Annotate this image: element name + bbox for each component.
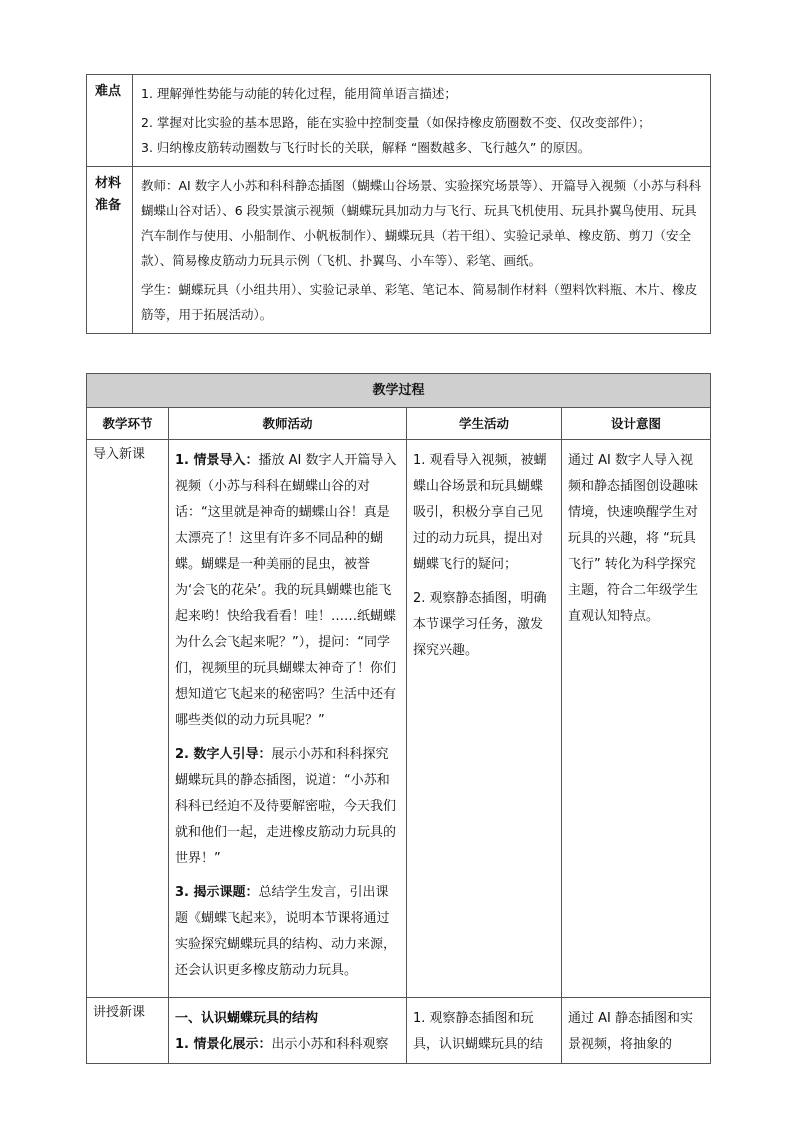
difficulty-content (133, 75, 711, 167)
student-activity-cell (407, 440, 562, 998)
difficulty-item: 3. 归纳橡皮筋转动圈数与飞行时长的关联，解释 “圈数越多、飞行越久” 的原因。 (141, 140, 591, 155)
teacher-activity-paragraph (175, 880, 400, 984)
header-student: 学生活动 (407, 408, 562, 440)
activity-text: 出示小苏和科科观察 (271, 1037, 389, 1052)
student-activity-cell (407, 998, 562, 1064)
activity-title: 1. 情景导入： (175, 453, 259, 468)
activity-text: 总结学生发言，引出课题《蝴蝶飞起来》，说明本节课将通过实验探究蝴蝶玩具的结构、动力来源，还会认识更多橡皮筋动力玩具。 (175, 885, 397, 978)
design-intent-cell (562, 440, 711, 998)
difficulty-label: 难点 (87, 75, 133, 167)
teacher-activity-cell (169, 440, 407, 998)
materials-label (87, 167, 133, 334)
activity-title: 3. 揭示课题： (175, 885, 259, 900)
stage-cell: 导入新课 (87, 440, 169, 998)
teaching-process-table (86, 373, 711, 1064)
teacher-activity-paragraph (175, 448, 400, 734)
header-intent: 设计意图 (562, 408, 711, 440)
difficulty-row (87, 75, 711, 167)
design-intent-text: 通过 AI 数字人导入视频和静态插图创设趣味情境，快速唤醒学生对玩具的兴趣，将 “玩具飞行” 转化为科学探究主题，符合二年级学生直观认知特点。 (568, 453, 699, 624)
header-stage: 教学环节 (87, 408, 169, 440)
section-heading (175, 1006, 400, 1032)
materials-label-line1: 材料 (95, 176, 122, 191)
section-heading-text: 一、认识蝴蝶玩具的结构 (175, 1011, 319, 1026)
stage-cell: 讲授新课 (87, 998, 169, 1064)
teacher-activity-paragraph (175, 742, 400, 872)
design-intent-text: 通过 AI 静态插图和实景视频，将抽象的 (568, 1011, 693, 1052)
materials-teacher: 教师：AI 数字人小苏和科科静态插图（蝴蝶山谷场景、实验探究场景等）、开篇导入视频（小苏与科科蝴蝶山谷对话）、6 段实景演示视频（蝴蝶玩具加动力与飞行、玩具飞机使用、玩具扑翼鸟使用、玩具汽车制作与使用、小船制作、小帆板制作）、蝴蝶玩具（若干组）、实验记录单、橡皮筋、剪刀（安全款）、简易橡皮筋动力玩具示例（飞机、扑翼鸟、小车等）、彩笔、画纸。 (141, 178, 701, 268)
activity-title: 1. 情景化展示： (175, 1037, 272, 1052)
difficulty-item: 2. 掌握对比实验的基本思路，能在实验中控制变量（如保持橡皮筋圈数不变、仅改变部件）； (141, 115, 651, 130)
student-activity-paragraph: 2. 观察静态插图，明确本节课学习任务，激发探究兴趣。 (413, 591, 547, 658)
teacher-activity-cell (169, 998, 407, 1064)
header-teacher: 教师活动 (169, 408, 407, 440)
teacher-activity-paragraph (175, 1032, 400, 1058)
materials-student: 学生：蝴蝶玩具（小组共用）、实验记录单、彩笔、笔记本、简易制作材料（塑料饮料瓶、木片、橡皮筋等，用于拓展活动）。 (141, 282, 698, 322)
student-activity-paragraph: 1. 观看导入视频，被蝴蝶山谷场景和玩具蝴蝶吸引，积极分享自己见过的动力玩具，提出对蝴蝶飞行的疑问； (413, 453, 547, 572)
process-row-lecture (87, 998, 711, 1064)
student-activity-paragraph: 1. 观察静态插图和玩具，认识蝴蝶玩具的结 (413, 1011, 544, 1052)
materials-row (87, 167, 711, 334)
materials-label-line2: 准备 (95, 198, 122, 213)
activity-text: 展示小苏和科科探究蝴蝶玩具的静态插图，说道：“小苏和科科已经迫不及待要解密啦，今天我们就和他们一起，走进橡皮筋动力玩具的世界！” (175, 747, 397, 866)
process-header-row (87, 408, 711, 440)
process-banner: 教学过程 (87, 374, 711, 408)
difficulty-item: 1. 理解弹性势能与动能的转化过程，能用简单语言描述； (141, 86, 457, 101)
activity-title: 2. 数字人引导： (175, 747, 272, 762)
process-row-intro (87, 440, 711, 998)
design-intent-cell (562, 998, 711, 1064)
activity-text: 播放 AI 数字人开篇导入视频（小苏与科科在蝴蝶山谷的对话：“这里就是神奇的蝴蝶山谷！真是太漂亮了！这里有许多不同品种的蝴蝶。蝴蝶是一种美丽的昆虫，被誉为‘会飞的花朵’。我的玩具蝴蝶也能飞起来哟！快给我看看！哇！……纸蝴蝶为什么会飞起来呢？”），提问：“同学们，视频里的玩具蝴蝶太神奇了！你们想知道它飞起来的秘密吗？生活中还有哪些类似的动力玩具呢？” (175, 453, 397, 728)
materials-content (133, 167, 711, 334)
lesson-info-table (86, 74, 711, 334)
